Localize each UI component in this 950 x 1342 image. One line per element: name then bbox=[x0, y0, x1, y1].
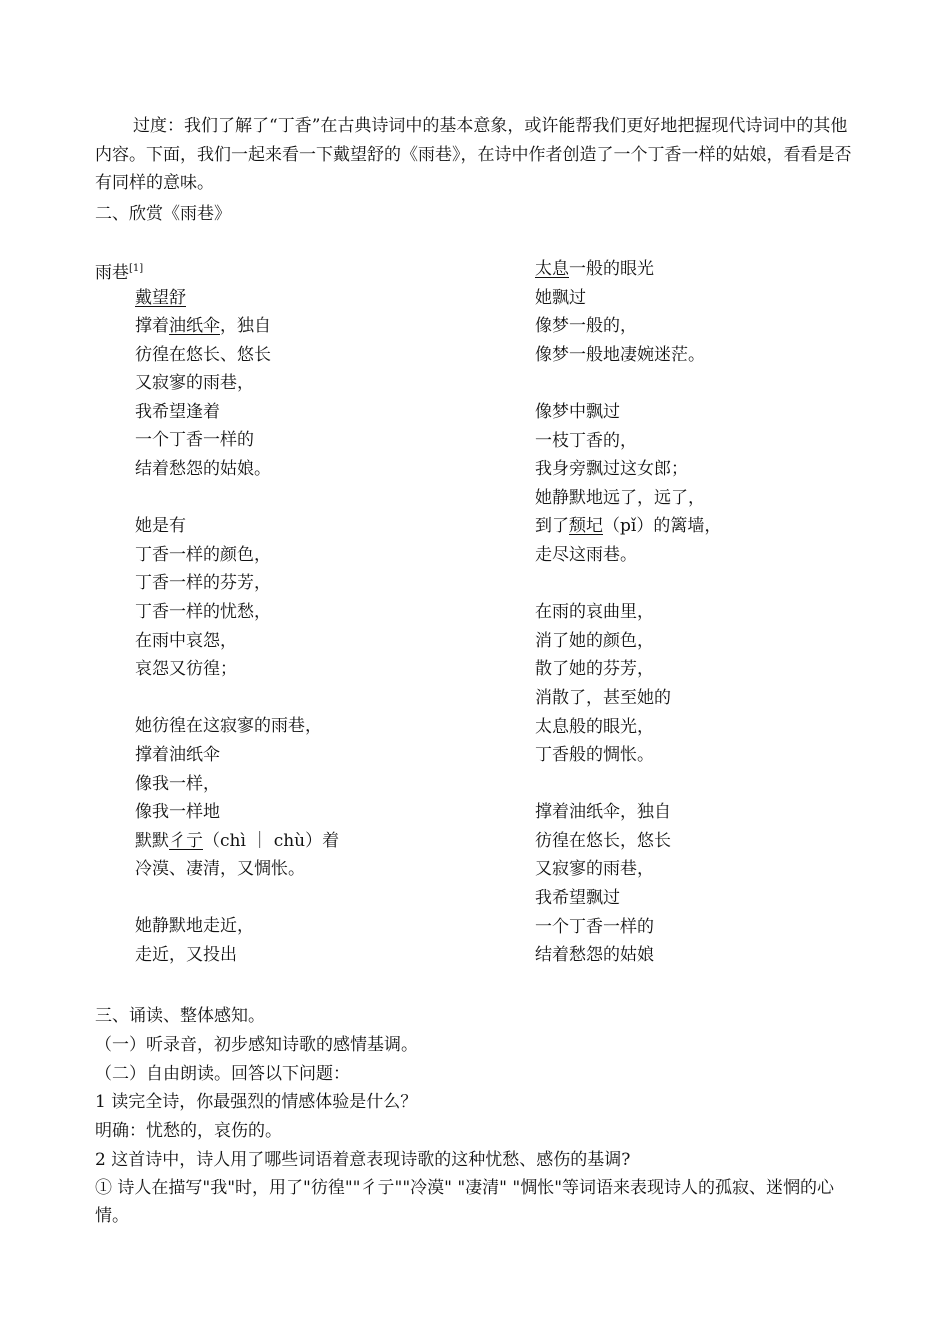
poem-line: 像梦一般地凄婉迷茫。 bbox=[535, 344, 705, 365]
poem-line bbox=[535, 255, 721, 284]
poem-line: 一个丁香一样的 bbox=[135, 430, 254, 451]
poem-line: 一个丁香一样的 bbox=[535, 916, 654, 937]
question-2: 2 这首诗中，诗人用了哪些词语着意表现诗歌的这种忧愁、感伤的基调? bbox=[95, 1150, 631, 1170]
poem-line: 丁香一样的忧愁， bbox=[135, 601, 271, 622]
stanza-break bbox=[135, 684, 339, 713]
poem-line: 一枝丁香的， bbox=[535, 430, 637, 451]
stanza-break bbox=[535, 369, 721, 398]
stanza-break bbox=[135, 884, 339, 913]
step-listen: （一）听录音，初步感知诗歌的感情基调。 bbox=[95, 1035, 418, 1055]
poem-line: 彷徨在悠长，悠长 bbox=[535, 830, 671, 851]
stanza-break bbox=[135, 484, 339, 513]
poem-column-left bbox=[135, 312, 339, 970]
poem-line: 走近，又投出 bbox=[135, 945, 237, 966]
poem-title: 雨巷[1] bbox=[95, 263, 144, 283]
poem-line: 在雨中哀怨， bbox=[135, 630, 237, 651]
poem-line: 结着愁怨的姑娘 bbox=[535, 945, 654, 966]
poem-line: 丁香一样的芬芳， bbox=[135, 573, 271, 594]
poem-line-part: （pǐ）的篱墙， bbox=[603, 516, 722, 537]
poem-line: 哀怨又彷徨； bbox=[135, 659, 237, 680]
answer-2: ① 诗人在描写"我"时，用了"彷徨""彳亍""冷漠" "凄清" "惆怅"等词语来表现诗人的孤寂、迷惘的心情。 bbox=[95, 1178, 835, 1226]
poem-line: 在雨的哀曲里， bbox=[535, 602, 654, 623]
poem-line-part: 默默 bbox=[135, 830, 169, 851]
poem-line: 像梦一般的， bbox=[535, 316, 637, 337]
poem-line: 消散了，甚至她的 bbox=[535, 687, 671, 708]
underlined-word: 太息 bbox=[535, 259, 569, 279]
poem-line: 我身旁飘过这女郎； bbox=[535, 459, 688, 480]
poem-line bbox=[535, 512, 721, 541]
poem-line: 她是有 bbox=[135, 516, 186, 537]
poem-line: 她彷徨在这寂寥的雨巷， bbox=[135, 716, 322, 737]
poem-column-right bbox=[535, 255, 721, 970]
step-read-aloud: （二）自由朗读。回答以下问题： bbox=[95, 1064, 350, 1084]
stanza-break bbox=[535, 770, 721, 799]
poem-line: 我希望飘过 bbox=[535, 888, 620, 909]
poem-line-part: ，独自 bbox=[220, 316, 271, 336]
underlined-word: 彳亍 bbox=[169, 830, 203, 851]
underlined-word: 颓圮 bbox=[569, 516, 603, 537]
poem-line: 丁香般的惆怅。 bbox=[535, 745, 654, 766]
poem-line: 消了她的颜色， bbox=[535, 630, 654, 651]
section-heading-appreciate: 二、欣赏《雨巷》 bbox=[95, 204, 231, 224]
poem-line: 她静默地走近， bbox=[135, 916, 254, 937]
poem-line: 我希望逢着 bbox=[135, 401, 220, 422]
poem-line-part: 撑着 bbox=[135, 316, 169, 336]
poem-line bbox=[135, 312, 339, 341]
poem-line: 走尽这雨巷。 bbox=[535, 544, 637, 565]
poem-line: 散了她的芬芳， bbox=[535, 659, 654, 680]
poem-line: 又寂寥的雨巷， bbox=[135, 373, 254, 394]
poem-line: 撑着油纸伞 bbox=[135, 744, 220, 765]
poem-line-part: 一般的眼光 bbox=[569, 259, 654, 279]
poem-line: 结着愁怨的姑娘。 bbox=[135, 458, 271, 479]
section-heading-reading: 三、诵读、整体感知。 bbox=[95, 1006, 265, 1026]
poem-line: 太息般的眼光， bbox=[535, 716, 654, 737]
poem-line: 又寂寥的雨巷， bbox=[535, 859, 654, 880]
poem-line: 她静默地远了，远了， bbox=[535, 487, 705, 508]
question-1: 1 读完全诗，你最强烈的情感体验是什么？ bbox=[95, 1092, 418, 1112]
poem-line: 丁香一样的颜色， bbox=[135, 544, 271, 565]
poem-line: 冷漠、凄清，又惆怅。 bbox=[135, 859, 305, 880]
transition-paragraph: 过度：我们了解了“丁香”在古典诗词中的基本意象，或许能帮我们更好地把握现代诗词中的其他内容。下面，我们一起来看一下戴望舒的《雨巷》，在诗中作者创造了一个丁香一样的姑娘，看看是否有同样的意味。 bbox=[95, 116, 852, 193]
poem-line: 像我一样地 bbox=[135, 802, 220, 823]
poem-line: 撑着油纸伞，独自 bbox=[535, 802, 671, 823]
stanza-break bbox=[535, 570, 721, 599]
footnote-marker: [1] bbox=[129, 263, 144, 274]
underlined-word: 油纸伞 bbox=[169, 316, 220, 336]
poem-line: 她飘过 bbox=[535, 287, 586, 308]
poem-line bbox=[135, 827, 339, 856]
poem-line: 彷徨在悠长、悠长 bbox=[135, 344, 271, 365]
poem-line: 像我一样， bbox=[135, 773, 220, 794]
poem-line: 像梦中飘过 bbox=[535, 401, 620, 422]
poem-line-part: （chì ｜ chù）着 bbox=[203, 830, 340, 851]
answer-1: 明确：忧愁的，哀伤的。 bbox=[95, 1121, 282, 1141]
poem-line-part: 到了 bbox=[535, 516, 569, 537]
poem-author: 戴望舒 bbox=[135, 288, 186, 308]
